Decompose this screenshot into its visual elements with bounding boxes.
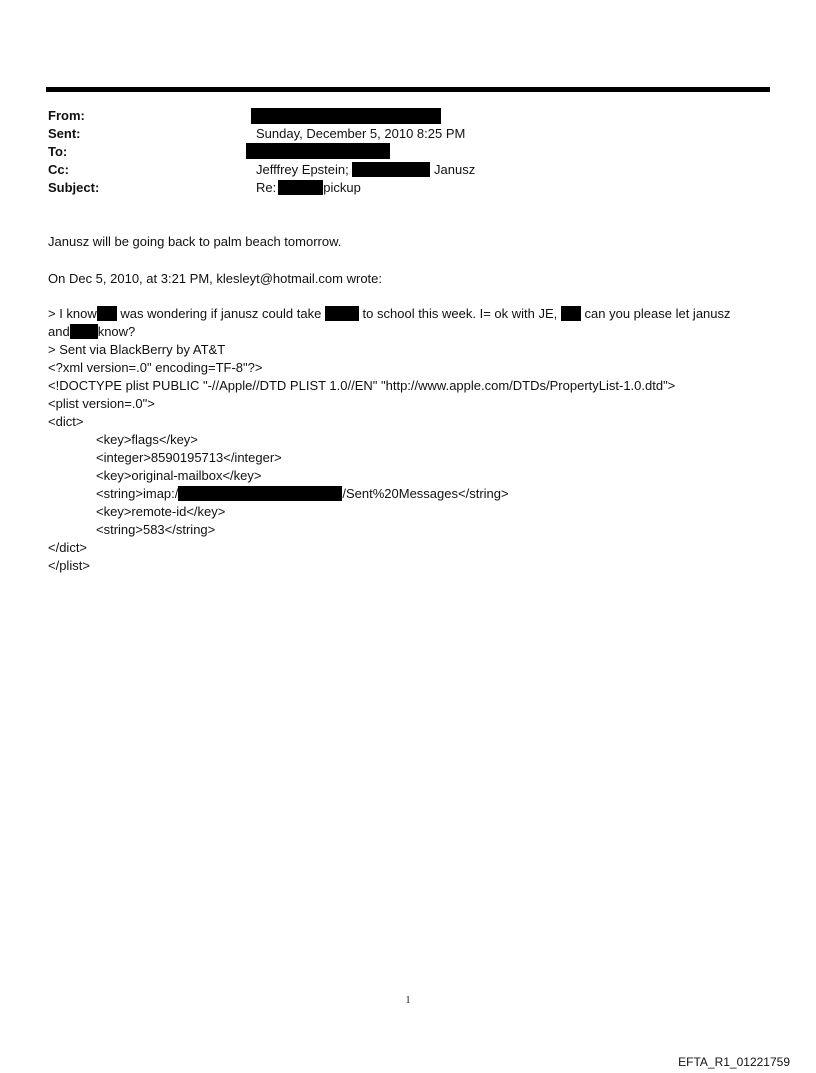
line3-part-d: can you please let janusz xyxy=(584,306,731,321)
subject-prefix: Re: xyxy=(256,180,277,195)
line4-part-b: know? xyxy=(97,324,136,339)
cc-name-2: Janusz xyxy=(434,162,476,177)
line4-redaction xyxy=(70,324,98,339)
cc-label: Cc: xyxy=(48,162,69,177)
subject-text: pickup xyxy=(323,180,361,195)
line13-part-b: /Sent%20Messages</string> xyxy=(342,486,509,501)
body-line-5: > Sent via BlackBerry by AT&T xyxy=(48,342,226,357)
to-label: To: xyxy=(48,144,68,159)
line13-part-a: <string>imap:/ xyxy=(96,486,179,501)
body-line-9: <dict> xyxy=(48,414,84,429)
line3-part-b: was wondering if janusz could take xyxy=(120,306,322,321)
line3-redaction-1 xyxy=(97,306,117,321)
subject-redaction xyxy=(278,180,323,195)
line13-redaction xyxy=(178,486,342,501)
line3-redaction-3 xyxy=(561,306,581,321)
sent-label: Sent: xyxy=(48,126,81,141)
line3-part-a: > I know xyxy=(48,306,97,321)
body-line-14: <key>remote-id</key> xyxy=(96,504,226,519)
body-line-12: <key>original-mailbox</key> xyxy=(96,468,262,483)
cc-value xyxy=(256,161,475,179)
body-line-3 xyxy=(48,305,731,323)
body-line-6: <?xml version=.0" encoding=TF-8"?> xyxy=(48,360,263,375)
to-redaction xyxy=(246,143,390,159)
body-line-7: <!DOCTYPE plist PUBLIC "-//Apple//DTD PLIST 1.0//EN" "http://www.apple.com/DTDs/PropertyList-1.0.dtd"> xyxy=(48,378,676,393)
cc-redaction xyxy=(352,162,430,177)
body-line-10: <key>flags</key> xyxy=(96,432,198,447)
page-number: 1 xyxy=(405,995,411,1006)
body-line-4 xyxy=(48,323,135,341)
sent-value: Sunday, December 5, 2010 8:25 PM xyxy=(256,126,466,141)
subject-label: Subject: xyxy=(48,180,100,195)
body-line-8: <plist version=.0"> xyxy=(48,396,155,411)
cc-name-1: Jefffrey Epstein; xyxy=(256,162,349,177)
body-line-17: </plist> xyxy=(48,558,90,573)
line4-part-a: and xyxy=(48,324,70,339)
subject-value xyxy=(256,179,361,197)
body-line-2: On Dec 5, 2010, at 3:21 PM, klesleyt@hotmail.com wrote: xyxy=(48,271,383,286)
body-line-15: <string>583</string> xyxy=(96,522,216,537)
body-line-11: <integer>8590195713</integer> xyxy=(96,450,282,465)
header-rule xyxy=(46,87,770,92)
body-line-1: Janusz will be going back to palm beach tomorrow. xyxy=(48,234,342,249)
bates-number: EFTA_R1_01221759 xyxy=(678,1055,790,1069)
line3-part-c: to school this week. I= ok with JE, xyxy=(362,306,558,321)
from-redaction xyxy=(251,108,441,124)
body-line-13 xyxy=(96,485,509,503)
body-line-16: </dict> xyxy=(48,540,88,555)
line3-redaction-2 xyxy=(325,306,359,321)
from-label: From: xyxy=(48,108,85,123)
